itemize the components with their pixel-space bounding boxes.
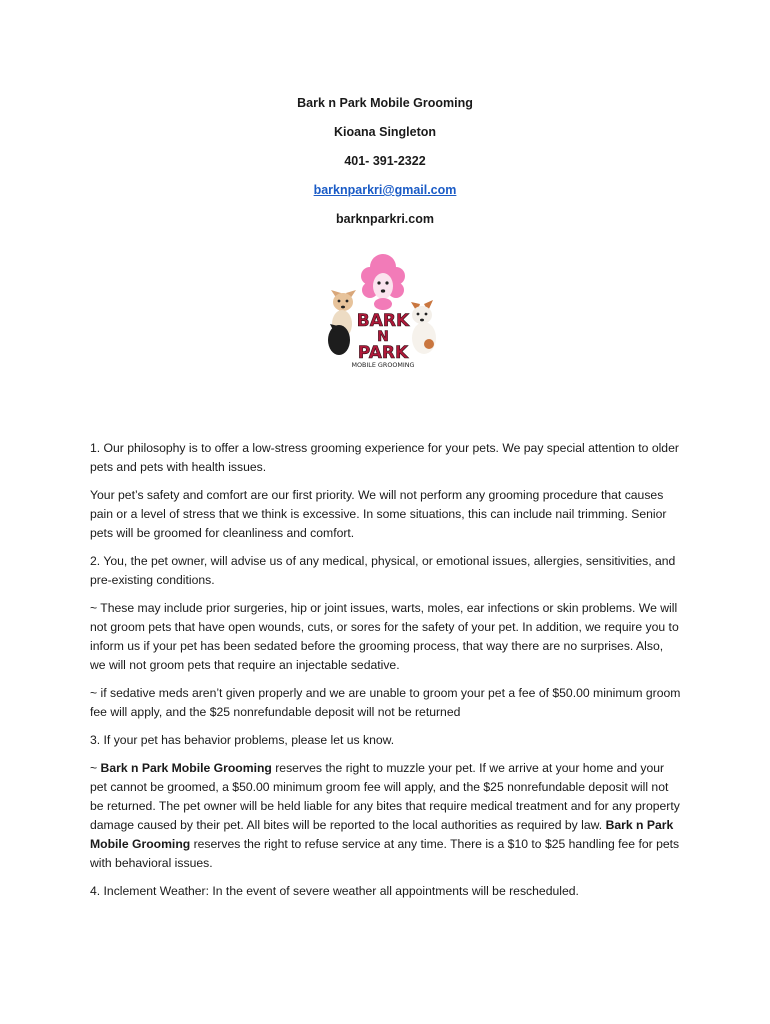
policy-paragraph-3: 2. You, the pet owner, will advise us of any medical, physical, or emotional issues, allergies, sensitivities, and pre-existing conditions.: [90, 554, 676, 587]
policy-paragraph-8: 4. Inclement Weather: In the event of severe weather all appointments will be rescheduled.: [90, 884, 579, 898]
logo-wordmark: [351, 311, 414, 369]
refuse-service-text: reserves the right to refuse service at any time. There is a $10 to $25 handling fee for pets with behavioral issues.: [90, 837, 680, 870]
owner-name: Kioana Singleton: [333, 125, 437, 139]
business-name-bold: Bark n Park Mobile Grooming: [100, 761, 272, 775]
policy-paragraph-7: [90, 759, 682, 873]
logo-word-bark: BARK: [356, 311, 410, 331]
business-name: Bark n Park Mobile Grooming: [297, 96, 473, 110]
contact-header: [0, 93, 770, 238]
muzzle-policy-text: reserves the right to muzzle your pet. If we arrive at your home and your pet cannot be groomed, a $50.00 minimum groom fee will apply, and the $25 nonrefundable deposit will not be returned. The pet owner will be held liable for any bites that require medical treatment and for any property damage caused by their pet. All bites will be reported to the local authorities as required by law.: [90, 761, 680, 832]
policy-paragraph-6: 3. If your pet has behavior problems, please let us know.: [90, 733, 395, 747]
logo-word-park: PARK: [357, 343, 409, 363]
website: barknparkri.com: [336, 212, 434, 226]
policy-paragraph-5: ~ if sedative meds aren’t given properly and we are unable to groom your pet a fee of $50.00 minimum groom fee will apply, and the $25 nonrefundable deposit will not be returned: [90, 686, 681, 719]
policy-paragraph-4: ~ These may include prior surgeries, hip or joint issues, warts, moles, ear infections or skin problems. We will not groom pets that have open wounds, cuts, or sores for the safety of your pet. In addition, we require you to inform us if your pet has been sedated before the grooming process, that way there are no surprises. Also, we will not groom pets that require an injectable sedative.: [90, 601, 679, 672]
policy-paragraph-1: 1. Our philosophy is to offer a low-stress grooming experience for your pets. We pay special attention to older pets and pets with health issues.: [90, 441, 679, 474]
company-logo: [325, 252, 440, 370]
policy-text: [90, 439, 682, 910]
logo-word-n: N: [377, 329, 389, 345]
logo-tagline: MOBILE GROOMING: [351, 361, 415, 369]
business-name-bold: Bark n Park Mobile Grooming: [90, 818, 674, 851]
email-link[interactable]: barknparkri@gmail.com: [313, 183, 457, 197]
poodle-icon: [361, 254, 405, 310]
terrier-icon: [411, 300, 436, 354]
phone-number: 401- 391-2322: [344, 154, 426, 168]
email-line: [0, 180, 770, 209]
policy-paragraph-2: Your pet’s safety and comfort are our first priority. We will not perform any grooming procedure that causes pain or a level of stress that we think is excessive. In some situations, this can include nail trimming. Senior pets will be groomed for cleanliness and comfort.: [90, 488, 667, 540]
tilde-prefix: ~: [90, 761, 101, 775]
